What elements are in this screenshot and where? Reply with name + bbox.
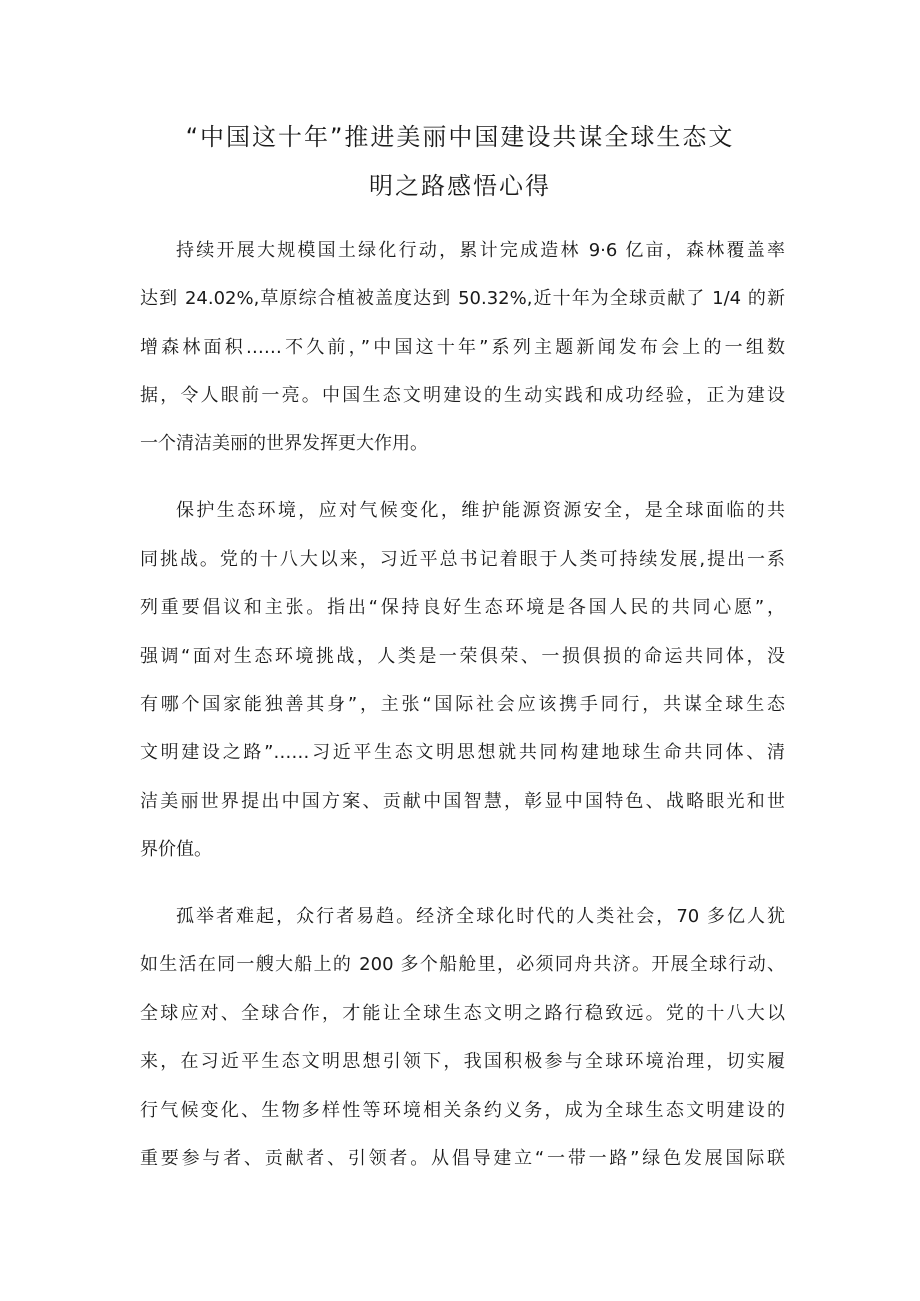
paragraph-line: 持续开展大规模国土绿化行动，累计完成造林 9·6 亿亩，森林覆盖率 <box>176 240 785 261</box>
paragraph-line: 如生活在同一艘大船上的 200 多个船舱里，必须同舟共济。开展全球行动、 <box>140 954 785 975</box>
paragraph-line: 界价值。 <box>140 839 212 860</box>
document-title-line-2: 明之路感悟心得 <box>369 172 551 200</box>
paragraph-line: 一个清洁美丽的世界发挥更大作用。 <box>140 433 428 454</box>
paragraph-line: 据，令人眼前一亮。中国生态文明建设的生动实践和成功经验，正为建设 <box>140 385 785 406</box>
paragraph-line: 同挑战。党的十八大以来，习近平总书记着眼于人类可持续发展,提出一系 <box>140 549 785 570</box>
paragraph-line: 列重要倡议和主张。指出“保持良好生态环境是各国人民的共同心愿”， <box>140 597 785 618</box>
paragraph-line: 全球应对、全球合作，才能让全球生态文明之路行稳致远。党的十八大以 <box>140 1003 785 1024</box>
document-title-line-1: “中国这十年”推进美丽中国建设共谋全球生态文 <box>185 123 735 151</box>
paragraph-line: 保护生态环境，应对气候变化，维护能源资源安全，是全球面临的共 <box>176 500 785 521</box>
paragraph-line: 孤举者难起，众行者易趋。经济全球化时代的人类社会，70 多亿人犹 <box>176 906 785 927</box>
paragraph-line: 重要参与者、贡献者、引领者。从倡导建立“一带一路”绿色发展国际联 <box>140 1148 785 1169</box>
paragraph-line: 行气候变化、生物多样性等环境相关条约义务，成为全球生态文明建设的 <box>140 1100 785 1121</box>
paragraph-line: 洁美丽世界提出中国方案、贡献中国智慧，彰显中国特色、战略眼光和世 <box>140 791 785 812</box>
paragraph-line: 增森林面积……不久前，”中国这十年”系列主题新闻发布会上的一组数 <box>140 337 785 358</box>
paragraph-line: 有哪个国家能独善其身”，主张“国际社会应该携手同行，共谋全球生态 <box>140 694 785 715</box>
paragraph-line: 文明建设之路”……习近平生态文明思想就共同构建地球生命共同体、清 <box>140 742 785 763</box>
paragraph-line: 强调“面对生态环境挑战，人类是一荣俱荣、一损俱损的命运共同体，没 <box>140 646 785 667</box>
paragraph-line: 来，在习近平生态文明思想引领下，我国积极参与全球环境治理，切实履 <box>140 1051 785 1072</box>
paragraph-line: 达到 24.02%,草原综合植被盖度达到 50.32%,近十年为全球贡献了 1/4 的新 <box>140 288 785 309</box>
